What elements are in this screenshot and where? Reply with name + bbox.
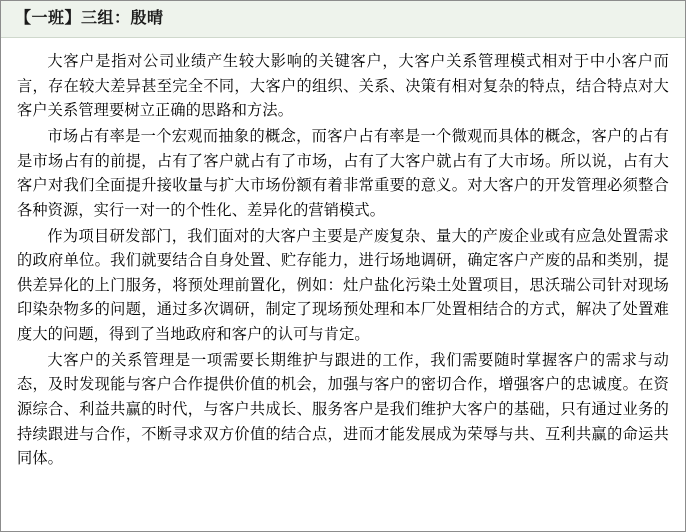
paragraph: 大客户的关系管理是一项需要长期维护与跟进的工作，我们需要随时掌握客户的需求与动态，及时发现能与客户合作提供价值的机会，加强与客户的密切合作，增强客户的忠诚度。在资源综合、利益共赢的时代，与客户共成长、服务客户是我们维护大客户的基础，只有通过业务的持续跟进与合作，不断寻求双方价值的结合点，进而才能发展成为荣辱与共、互利共赢的命运共同体。	[17, 351, 669, 468]
paragraph: 作为项目研发部门，我们面对的大客户主要是产废复杂、量大的产废企业或有应急处置需求的政府单位。我们就要结合自身处置、贮存能力，进行场地调研，确定客户产废的品和类别，提供差异化的上门服务，将预处理前置化，例如：灶户盐化污染土处置项目，思沃瑞公司针对现场印染杂物多的问题，通过多次调研，制定了现场预处理和本厂处置相结合的方式，解决了处置难度大的问题，得到了当地政府和客户的认可与肯定。	[17, 227, 669, 344]
document-body	[1, 38, 685, 479]
paragraph: 市场占有率是一个宏观而抽象的概念，而客户占有率是一个微观而具体的概念，客户的占有是市场占有的前提，占有了客户就占有了市场，占有了大客户就占有了大市场。所以说，占有大客户对我们全面提升接收量与扩大市场份额有着非常重要的意义。对大客户的开发管理必须整合各种资源，实行一对一的个性化、差异化的营销模式。	[17, 128, 669, 219]
paragraph: 大客户是指对公司业绩产生较大影响的关键客户，大客户关系管理模式相对于中小客户而言，存在较大差异甚至完全不同，大客户的组织、关系、决策有相对复杂的特点，结合特点对大客户关系管理要树立正确的思路和方法。	[17, 53, 669, 120]
page-title: 【一班】三组：殷晴	[15, 10, 164, 27]
document-title-bar	[1, 1, 685, 38]
